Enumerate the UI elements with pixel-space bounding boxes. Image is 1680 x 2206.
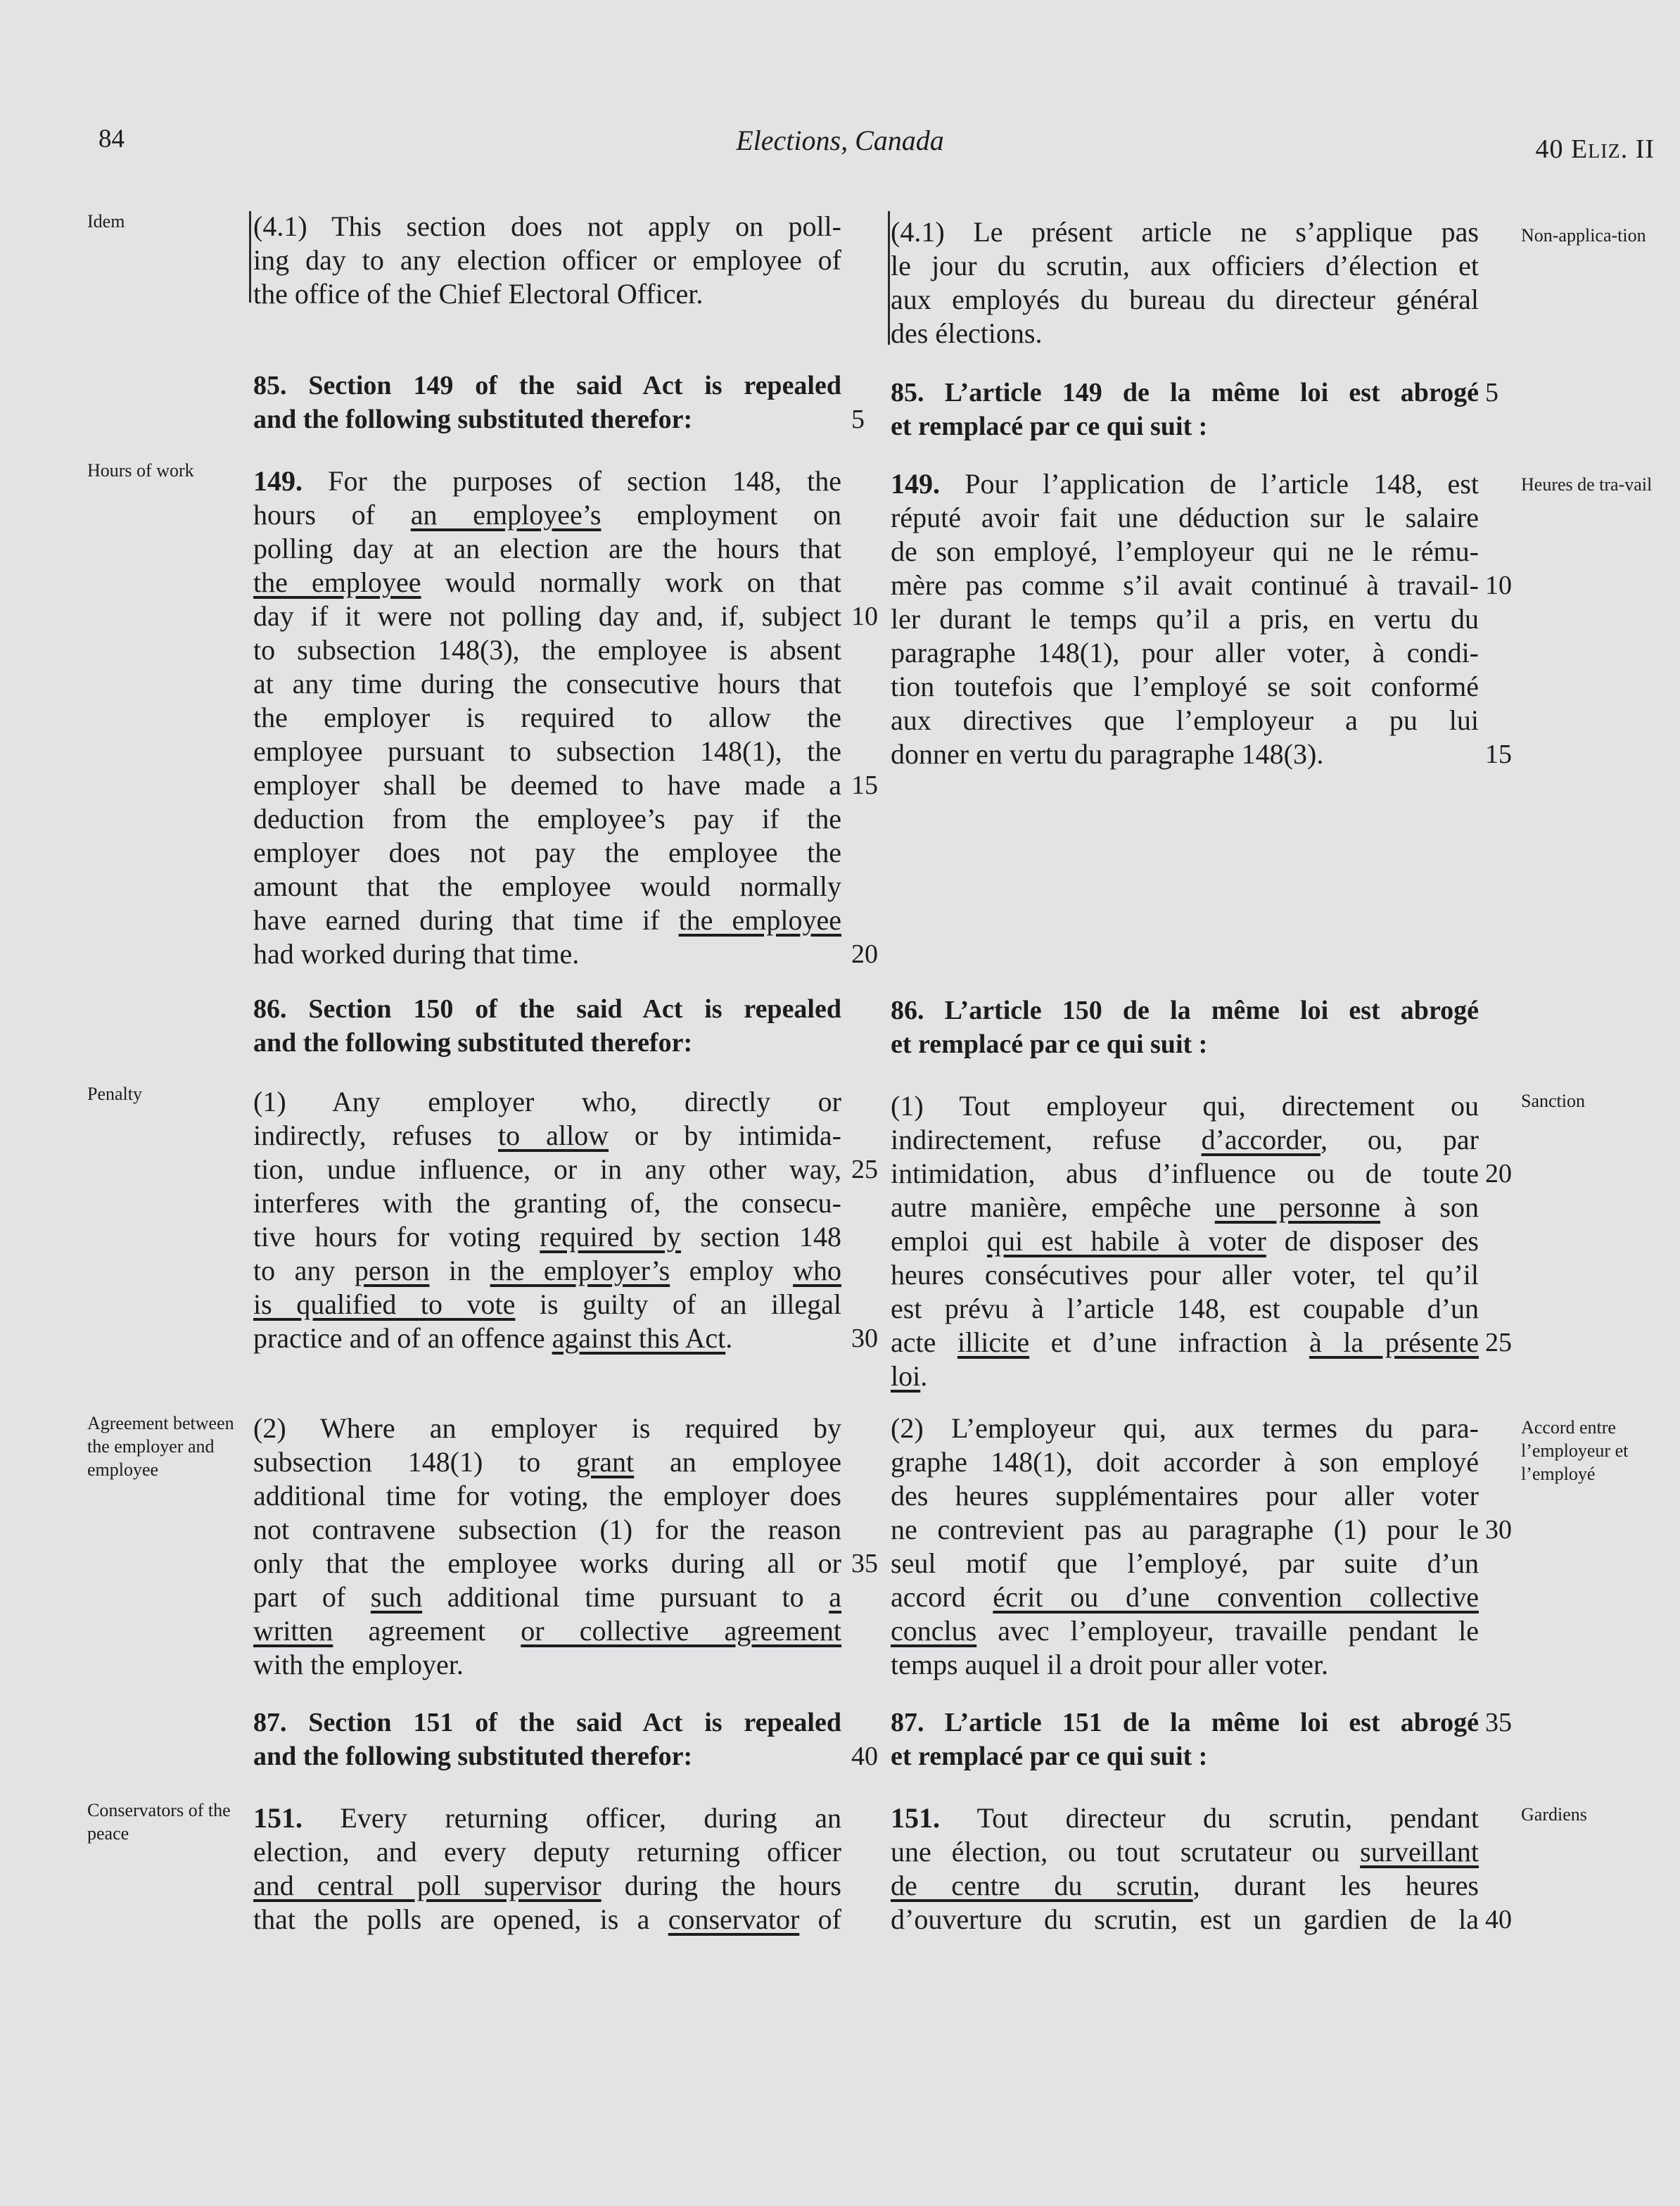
s150-line: is qualified to vote is guilty of an illegal: [253, 1288, 841, 1320]
english-heading-87: 87. Section 151 of the said Act is repealed and the following substituted therefor:: [253, 1708, 841, 1771]
english-section-149: 149. For the purposes of section 148, the hours of an employee’s employment on polling day at an election are the hours that the employee would normally work on that day if it were not polling day and, if, subject to subsection 148(3), the employee is absent at any time during the consecutive hours that the employer is required to allow the employee pursuant to subsection 148(1), the employer shall be deemed to have made a deduction from the employee’s pay if the employer does not pay the employee the amount that the employee would normally have earned during that time if the employee had worked during that time.: [253, 465, 842, 970]
running-title: Elections, Canada: [736, 125, 944, 156]
page-number: 84: [98, 125, 125, 153]
fr-s151-line: 151. Tout directeur du scrutin, pendant: [891, 1802, 1479, 1834]
s149-line: the employee would normally work on that: [253, 566, 841, 598]
line-number: 30: [851, 1324, 878, 1353]
english-heading-85: 85. Section 149 of the said Act is repealed and the following substituted therefor:: [253, 371, 841, 434]
amendment-bar-french: [888, 211, 890, 345]
french-heading-87: 87. L’article 151 de la même loi est abrogé et remplacé par ce qui suit :: [891, 1708, 1479, 1771]
line-number: 35: [851, 1549, 878, 1578]
s150-2-line: written agreement or collective agreement: [253, 1615, 841, 1647]
margin-note-non-application: Non-applica-tion: [1521, 225, 1646, 246]
french-section-150-2: (2) L’employeur qui, aux termes du para- graphe 148(1), doit accorder à son employé des heures supplémentaires pour aller voter ne contrevient pas au paragraphe (1) pour le seul motif que l’employé, par suite d’un accord écrit ou d’une convention collective conclus avec l’employeur, travaille pendant le temps auquel il a droit pour aller voter.: [891, 1412, 1479, 1680]
line-number: 25: [851, 1155, 878, 1184]
fr-s150-line: indirectement, refuse d’accorder, ou, par: [891, 1124, 1479, 1155]
fr-s150-line: acte illicite et d’une infraction à la présente: [891, 1326, 1479, 1358]
line-number: 40: [851, 1742, 878, 1771]
margin-note-sanction: Sanction: [1521, 1091, 1585, 1111]
fr-s151-line: de centre du scrutin, durant les heures: [891, 1870, 1479, 1901]
fr-s150-2-line: conclus avec l’employeur, travaille pendant le: [891, 1615, 1479, 1647]
line-number: 20: [1485, 1159, 1512, 1188]
french-section-149: 149. Pour l’application de l’article 148, est réputé avoir fait une déduction sur le salaire de son employé, l’employeur qui ne le rému- mère pas comme s’il avait continué à travail- ler durant le temps qu’il a pris, en vertu du paragraphe 148(1), pour aller voter, à condi- tion toutefois que l’employé se soit conformé aux directives que l’employeur a pu lui donner en vertu du paragraphe 148(3).: [891, 468, 1479, 770]
margin-note-heures-de-travail: Heures de tra-vail: [1521, 474, 1653, 495]
fr-s150-line: loi.: [891, 1360, 928, 1392]
s150-line: tive hours for voting required by section 148: [253, 1221, 842, 1253]
line-number: 5: [851, 405, 865, 434]
fr-s150-2-line: accord écrit ou d’une convention collective: [891, 1581, 1479, 1613]
s149-line: have earned during that time if the employee: [253, 904, 842, 936]
margin-note-hours-of-work: Hours of work: [87, 460, 194, 481]
line-number: 25: [1485, 1328, 1512, 1357]
margin-note-accord: Accord entre l’employeur et l’employé: [1521, 1417, 1629, 1484]
s151-line: that the polls are opened, is a conservator of: [253, 1903, 841, 1935]
line-number: 35: [1485, 1708, 1512, 1737]
s149-line: hours of an employee’s employment on: [253, 499, 841, 531]
french-section-150-1: (1) Tout employeur qui, directement ou indirectement, refuse d’accorder, ou, par intimidation, abus d’influence ou de toute autre manière, empêche une personne à son emploi qui est habile à voter de disposer des heures consécutives pour aller voter, tel qu’il est prévu à l’article 148, est coupable d’un acte illicite et d’une infraction à la présente loi.: [891, 1090, 1479, 1392]
english-section-151: 151. Every returning officer, during an election, and every deputy returning officer and central poll supervisor during the hours that the polls are opened, is a conservator of: [253, 1802, 841, 1935]
s150-2-line: part of such additional time pursuant to a: [253, 1581, 842, 1613]
french-heading-86: 86. L’article 150 de la même loi est abrogé et remplacé par ce qui suit :: [891, 996, 1479, 1059]
s150-line: to any person in the employer’s employ who: [253, 1255, 841, 1286]
s151-line: 151. Every returning officer, during an: [253, 1802, 841, 1834]
line-number: 20: [851, 939, 878, 969]
margin-note-idem: Idem: [87, 211, 125, 232]
margin-note-gardiens: Gardiens: [1521, 1804, 1587, 1825]
french-heading-85: 85. L’article 149 de la même loi est abrogé et remplacé par ce qui suit :: [891, 378, 1479, 441]
amendment-bar-english: [249, 211, 251, 303]
english-section-150-1: (1) Any employer who, directly or indirectly, refuses to allow or by intimida- tion, undue influence, or in any other way, interferes with the granting of, the consecu- tive hours for voting required by section 148 to any person in the employer’s employ who is qualified to vote is guilty of an illegal practice and of an offence against this Act.: [253, 1086, 842, 1354]
margin-note-agreement: Agreement between the employer and employee: [87, 1413, 234, 1480]
line-number: 10: [851, 602, 878, 631]
english-heading-86: 86. Section 150 of the said Act is repealed and the following substituted therefor:: [253, 994, 841, 1058]
margin-note-conservators: Conservators of the peace: [87, 1800, 231, 1844]
s150-line: indirectly, refuses to allow or by intimida-: [253, 1120, 841, 1151]
s149-line: 149. For the purposes of section 148, the: [253, 465, 841, 497]
s151-line: and central poll supervisor during the hours: [253, 1870, 841, 1901]
line-number: 5: [1485, 378, 1498, 407]
french-subsection-4-1: (4.1) Le présent article ne s’applique pas le jour du scrutin, aux officiers d’élection et aux employés du bureau du directeur général des élections.: [891, 216, 1479, 349]
margin-note-penalty: Penalty: [87, 1084, 142, 1104]
line-number: 10: [1485, 571, 1512, 600]
line-number: 30: [1485, 1515, 1512, 1545]
s150-2-line: subsection 148(1) to grant an employee: [253, 1446, 841, 1478]
s150-line: practice and of an offence against this Act.: [253, 1322, 733, 1354]
fr-s150-line: emploi qui est habile à voter de disposer des: [891, 1225, 1479, 1257]
fr-s150-line: autre manière, empêche une personne à son: [891, 1191, 1479, 1223]
regnal-year: 40 ELIZ. II: [1535, 134, 1655, 164]
fr-s149-line: 149. Pour l’application de l’article 148, est: [891, 468, 1479, 500]
english-section-150-2: (2) Where an employer is required by subsection 148(1) to grant an employee additional time for voting, the employer does not contravene subsection (1) for the reason only that the employee works during all or part of such additional time pursuant to a written agreement or collective agreement with the employer.: [253, 1412, 842, 1680]
fr-s151-line: une élection, ou tout scrutateur ou surveillant: [891, 1836, 1479, 1868]
french-section-151: 151. Tout directeur du scrutin, pendant une élection, ou tout scrutateur ou surveillant de centre du scrutin, durant les heures d’ouverture du scrutin, est un gardien de la: [891, 1802, 1479, 1935]
line-number: 15: [1485, 740, 1512, 769]
english-subsection-4-1: (4.1) This section does not apply on poll- ing day to any election officer or employee of the office of the Chief Electoral Officer.: [253, 210, 841, 310]
line-number: 15: [851, 771, 878, 800]
line-number: 40: [1485, 1905, 1512, 1934]
